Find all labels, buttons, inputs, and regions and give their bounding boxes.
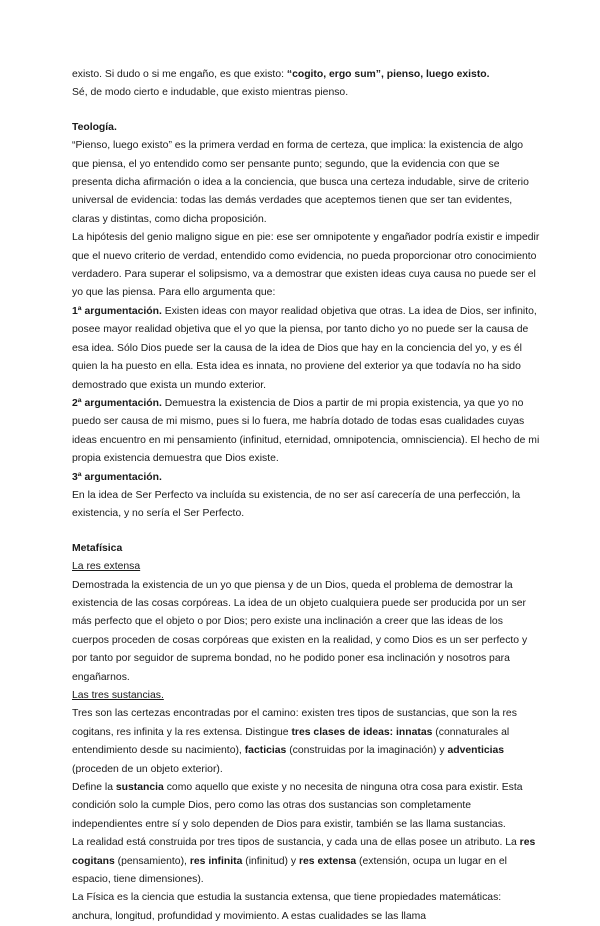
- atributos-text-2: (pensamiento),: [114, 855, 190, 867]
- atributos-paragraph: [72, 834, 542, 889]
- res-extensa-paragraph: Demostrada la existencia de un yo que piensa y de un Dios, queda el problema de demostrar la existencia de las cosas corpóreas. La idea de un objeto cualquiera puede ser producida por un ser más perfecto que el objeto o por Dios; pero existe una inclinación a creer que las ideas de los cuerpos proceden de cosas corpóreas que existen en la realidad, y como Dios es un ser perfecto y por tanto por seguidor de suprema bondad, no he podido poner esa inclinación y nosotros para engañarnos.: [72, 579, 528, 683]
- argument-3-text: En la idea de Ser Perfecto va incluída su existencia, de no ser así carecería de una perfección, la existencia, y no sería el Ser Perfecto.: [72, 489, 521, 520]
- argument-2: [72, 395, 542, 469]
- tres-sustancias-subheading: Las tres sustancias.: [72, 690, 164, 701]
- argument-2-text: Demuestra la existencia de Dios a partir de mi propia existencia, ya que yo no puedo ser causa de mi mismo, pues si lo fuera, me habría dotado de todas esas cualidades cuyas ideas encuentro en mi pensamiento (infinitud, eternidad, omnipotencia, omnisciencia). El hecho de mi propia existencia demuestra que Dios existe.: [72, 397, 540, 465]
- sustancia-paragraph: [72, 779, 542, 834]
- teologia-paragraph-2: La hipótesis del genio maligno sigue en pie: ese ser omnipotente y engañador podría existir e impedir que el nuevo criterio de verdad, entendido como evidencia, no pueda proporcionar otro conocimiento verdadero. Para superar el solipsismo, va a demostrar que existen ideas cuya causa no puede ser el yo que las piensa. Para ello argumenta que:: [72, 232, 540, 299]
- res-extensa-term: res extensa: [298, 855, 357, 867]
- ideas-text-2: (connaturales al entendimiento desde su nacimiento),: [72, 726, 510, 757]
- cogito-phrase: “cogito, ergo sum”, pienso, luego existo.: [286, 69, 490, 80]
- metafisica-heading: Metafísica: [72, 542, 123, 554]
- res-cogitans-term: res cogitans: [72, 837, 536, 867]
- ideas-innatas-term: tres clases de ideas: innatas: [291, 726, 433, 738]
- argument-1: [72, 303, 542, 395]
- ideas-facticias-term: facticias: [244, 745, 287, 757]
- argument-1-text: Existen ideas con mayor realidad objetiva que otras. La idea de Dios, ser infinito, posee mayor realidad objetiva que el yo que la piensa, por tanto dicho yo no puede ser la causa de esa idea. Sólo Dios puede ser la causa de la idea de Dios que hay en la conciencia del yo, y es él quien la ha puesto en ella. Esta idea es innata, no proviene del exterior ya que todavía no ha sido demostrado que exista un mundo exterior.: [72, 305, 537, 391]
- argument-2-label: 2ª argumentación.: [72, 397, 162, 409]
- ideas-adventicias-term: adventicias: [447, 745, 505, 757]
- atributos-text-3: (infinitud) y: [242, 855, 299, 867]
- res-extensa-subheading: La res extensa: [72, 561, 141, 573]
- fisica-paragraph: La Física es la ciencia que estudia la sustancia extensa, que tiene propiedades matemáticas: anchura, longitud, profundidad y movimiento. A estas cualidades se las llama: [72, 892, 502, 922]
- ideas-text-3: (construidas por la imaginación) y: [286, 745, 448, 757]
- ideas-text-1: Tres son las certezas encontradas por el camino: existen tres tipos de sustancias, que son la res cogitans, res infinita y la res extensa. Distingue: [72, 708, 517, 738]
- atributos-text-1: La realidad está construida por tres tipos de sustancia, y cada una de ellas posee un atributo. La: [72, 837, 520, 849]
- argument-3-label: 3ª argumentación.: [72, 471, 162, 483]
- atributos-text-4: (extensión, ocupa un lugar en el espacio, tiene dimensiones).: [72, 855, 507, 886]
- ideas-text-4: (proceden de un objeto exterior).: [72, 763, 223, 775]
- intro-conclusion: Sé, de modo cierto e indudable, que existo mientras pienso.: [72, 87, 349, 99]
- argument-1-label: 1ª argumentación.: [72, 305, 162, 317]
- res-infinita-term: res infinita: [189, 855, 243, 867]
- sustancia-term: sustancia: [115, 782, 164, 794]
- sustancia-text-2: como aquello que existe y no necesita de ninguna otra cosa para existir. Esta condición solo la cumple Dios, pero como las otras dos sustancias son completamente independientes entre sí y solo dependen de Dios para existir, también se las llama sustancias.: [72, 782, 523, 830]
- ideas-paragraph: [72, 705, 542, 779]
- document-page: [72, 66, 542, 926]
- intro-text: existo. Si dudo o si me engaño, es que existo:: [72, 69, 287, 80]
- intro-paragraph: [72, 66, 542, 103]
- teologia-heading: Teología.: [72, 121, 117, 133]
- teologia-paragraph-1: “Pienso, luego existo” es la primera verdad en forma de certeza, que implica: la existencia de algo que piensa, el yo entendido como ser pensante punto; segundo, que la evidencia con que se presenta dicha afirmación o idea a la conciencia, que busca una certeza indudable, sirve de criterio universal de evidencia: todas las demás verdades que aceptemos tienen que ser tan evidentes, claras y distintas, como dicha proposición.: [72, 140, 529, 225]
- sustancia-text-1: Define la: [72, 782, 116, 794]
